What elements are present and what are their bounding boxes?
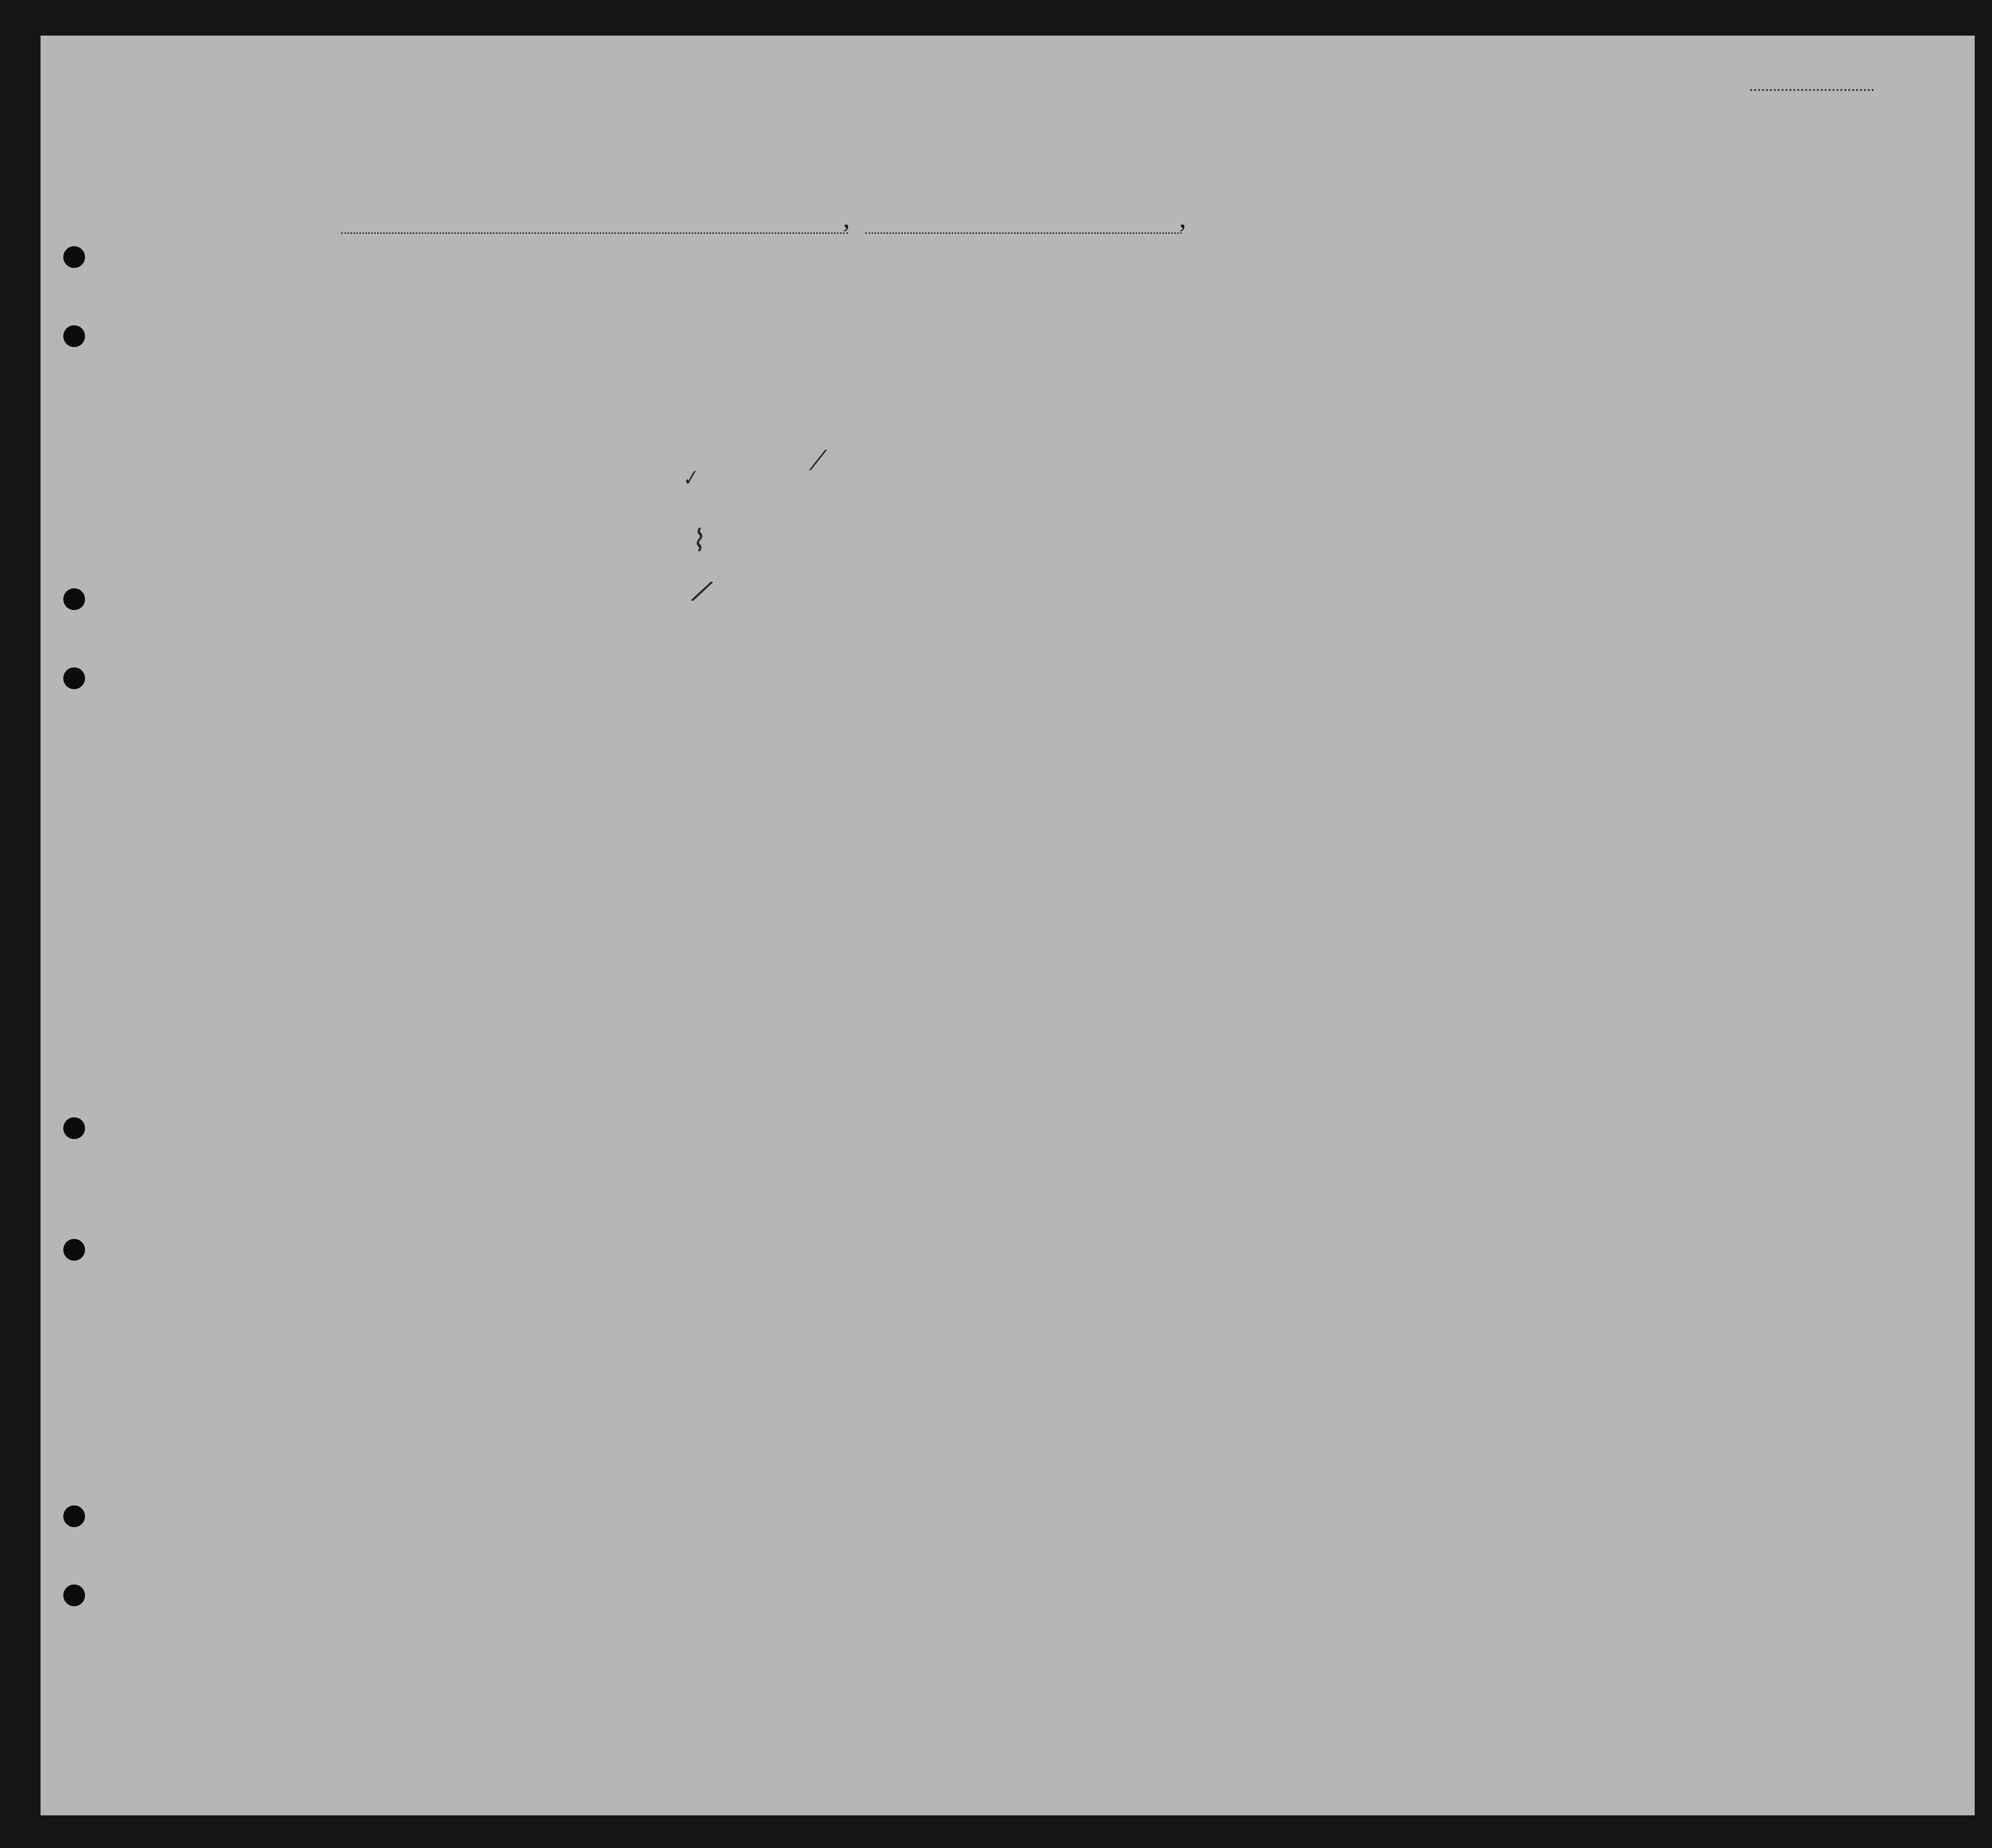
punch-hole (63, 246, 85, 268)
col24a-heading (1122, 341, 1152, 450)
punch-hole (63, 667, 85, 689)
punch-hole (63, 1505, 85, 1527)
comma-separator: , (1179, 203, 1186, 234)
col29-heading (1419, 344, 1454, 452)
col30-heading (1461, 341, 1490, 450)
punch-hole (63, 1584, 85, 1606)
handwritten-mark: ⌇ (687, 523, 708, 560)
punch-hole (63, 1117, 85, 1139)
col26-heading (1318, 337, 1337, 446)
col27-heading (1344, 337, 1364, 446)
col28-heading (1370, 346, 1409, 455)
handwritten-mark: ⁄ (816, 445, 821, 476)
punch-hole (63, 588, 85, 610)
punch-hole (63, 1239, 85, 1261)
punch-hole (63, 325, 85, 347)
comma-separator: , (843, 203, 850, 234)
col21-heading (698, 340, 722, 453)
col25-heading (1278, 341, 1308, 450)
handwritten-mark: / (691, 572, 713, 609)
col19-heading (581, 340, 605, 453)
handwritten-mark: ✓ (678, 465, 701, 492)
col24b-heading (1174, 336, 1194, 445)
col24c-heading (1221, 341, 1251, 450)
